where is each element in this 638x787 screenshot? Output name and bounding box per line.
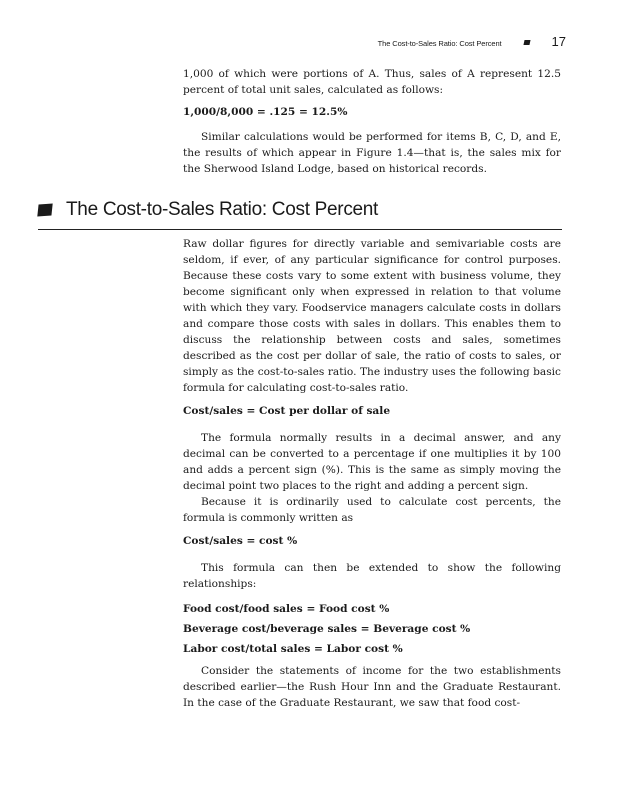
body-paragraph-4: This formula can then be extended to show the following relationships: [183,562,561,590]
formula-cost-percent: Cost/sales = cost % [183,535,298,547]
page-number: 17 [551,34,566,49]
running-head-title: The Cost-to-Sales Ratio: Cost Percent [377,39,502,48]
intro-paragraph-1: 1,000 of which were portions of A. Thus, sales of A represent 12.5 percent of total unit sales, calculated as follows: [183,68,561,96]
section-heading [38,199,378,221]
body-paragraph-3: Because it is ordinarily used to calculate cost percents, the formula is commonly written as [183,496,561,524]
intro-text [183,66,561,177]
body-paragraph-5: Consider the statements of income for the two establishments described earlier—the Rush Hour Inn and the Graduate Restaurant. In the case of the Graduate Restaurant, we saw that food cost- [183,665,561,709]
square-bullet-icon [523,40,530,45]
square-bullet-icon [37,204,52,217]
formula-group [183,599,561,659]
running-head [378,34,566,49]
body-paragraph-2: The formula normally results in a decimal answer, and any decimal can be converted to a percentage if one multiplies it by 100 and adds a percent sign (%). This is the same as simply moving the decimal point two places to the right and adding a percent sign. [183,432,561,492]
formula-food-cost: Food cost/food sales = Food cost % [183,603,390,615]
section-divider [38,229,562,230]
intro-equation: 1,000/8,000 = .125 = 12.5% [183,106,348,118]
body-paragraph-1: Raw dollar figures for directly variable and semivariable costs are seldom, if ever, of any particular significance for control purposes. Because these costs vary to some extent with business volume, they become significant only when expressed in relation to that volume with which they vary. Foodservice managers calculate costs in dollars and compare those costs with sales in dollars. This enables them to discuss the relationship between costs and sales, sometimes described as the cost per dollar of sale, the ratio of costs to sales, or simply as the cost-to-sales ratio. The industry uses the following basic formula for calculating cost-to-sales ratio. [183,238,561,394]
formula-labor-cost: Labor cost/total sales = Labor cost % [183,643,403,655]
intro-paragraph-2: Similar calculations would be performed for items B, C, D, and E, the results of which appear in Figure 1.4—that is, the sales mix for the Sherwood Island Lodge, based on historical records. [183,131,561,175]
formula-beverage-cost: Beverage cost/beverage sales = Beverage cost % [183,623,471,635]
section-title: The Cost-to-Sales Ratio: Cost Percent [66,199,379,220]
formula-cost-per-dollar: Cost/sales = Cost per dollar of sale [183,405,391,417]
section-body [183,236,561,711]
